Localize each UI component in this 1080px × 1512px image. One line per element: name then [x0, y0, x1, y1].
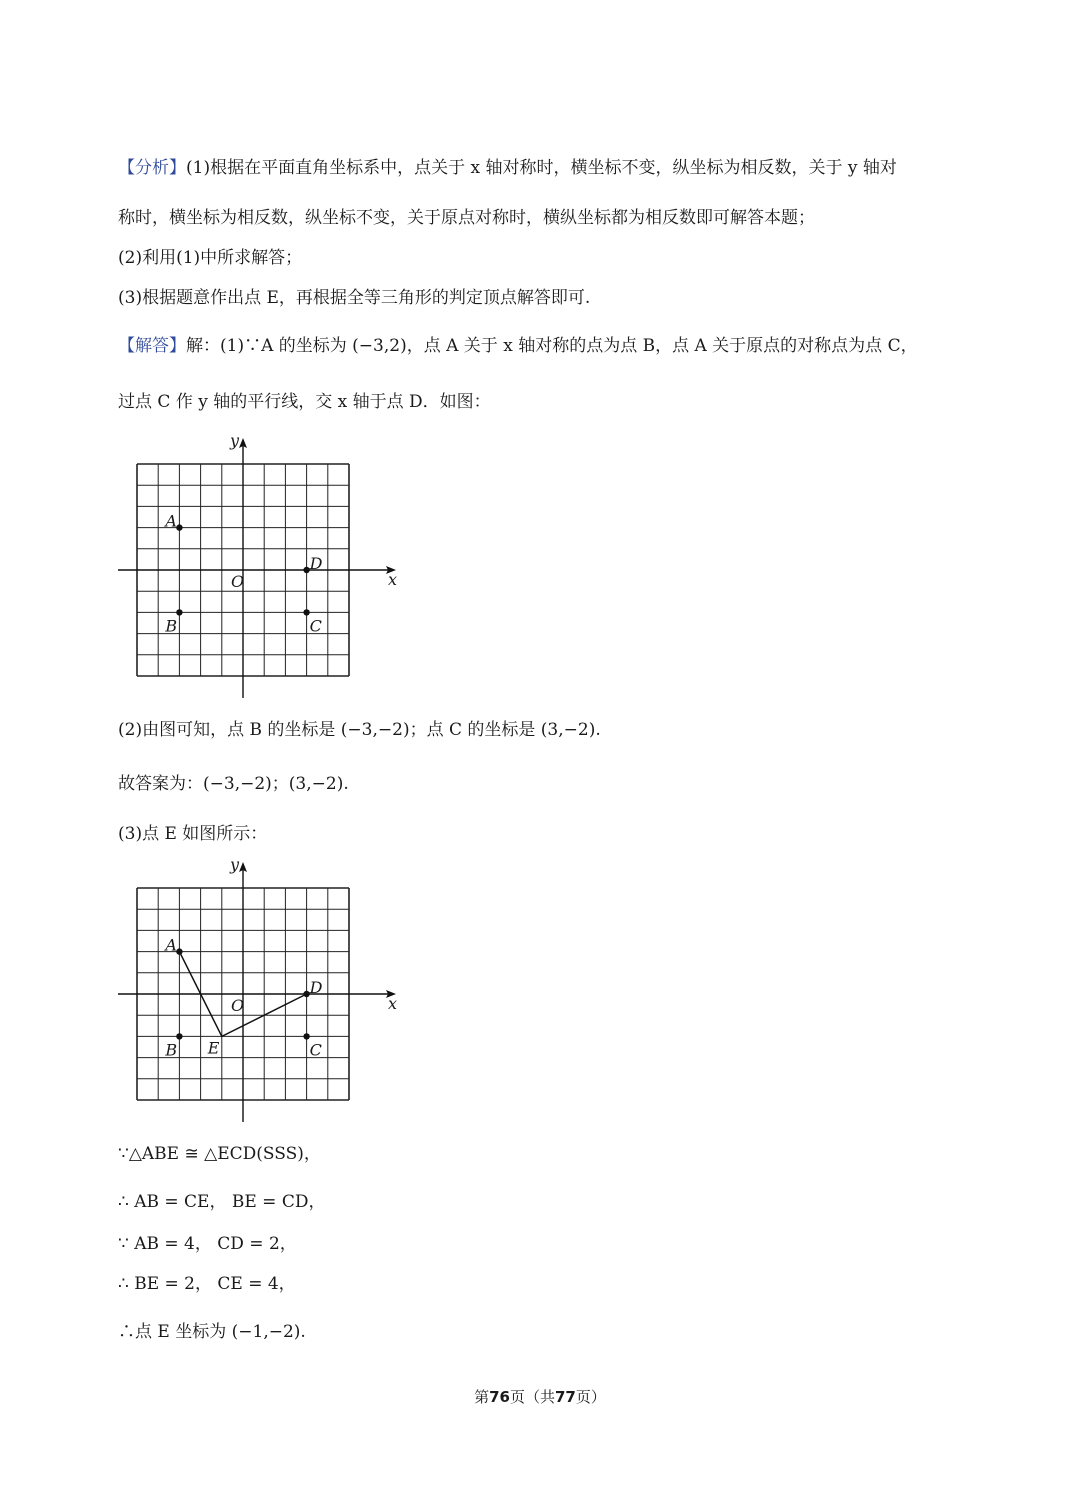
point-A-label: A	[165, 935, 177, 955]
analysis-text-1: (1)根据在平面直角坐标系中，点关于 x 轴对称时，横坐标不变，纵坐标为相反数，关于 y 轴对	[186, 158, 897, 178]
solution-line-1	[118, 334, 918, 358]
analysis-part-2: (2)利用(1)中所求解答；	[118, 248, 303, 268]
y-axis-label: y	[230, 855, 240, 874]
proof-line-2: ∴ AB = CE， BE = CD，	[118, 1192, 326, 1212]
point-C-label: C	[309, 1040, 322, 1060]
point-B	[176, 1033, 182, 1039]
point-C-label: C	[309, 616, 322, 636]
point-D-label: D	[309, 978, 323, 997]
coordinate-graph-2	[116, 854, 406, 1124]
coordinate-graph-1	[116, 430, 406, 700]
analysis-line-1	[118, 156, 897, 180]
solution-part-2: (2)由图可知，点 B 的坐标是 (−3,−2)；点 C 的坐标是 (3,−2).	[118, 720, 601, 740]
origin-label: O	[231, 572, 245, 591]
point-B-label: B	[165, 1040, 178, 1060]
origin-label: O	[231, 996, 245, 1015]
answer-line: 故答案为：(−3,−2)；(3,−2).	[118, 774, 349, 794]
point-E-label: E	[207, 1038, 220, 1058]
proof-line-4: ∴ BE = 2， CE = 4，	[118, 1274, 296, 1294]
point-D-label: D	[309, 554, 323, 573]
point-B	[176, 609, 182, 615]
solution-line-2: 过点 C 作 y 轴的平行线，交 x 轴于点 D．如图：	[118, 392, 491, 412]
x-axis-label: x	[388, 570, 398, 589]
point-C	[303, 1033, 309, 1039]
proof-line-1: ∵△ABE ≅ △ECD(SSS)，	[118, 1144, 321, 1164]
page-footer	[0, 1386, 1080, 1408]
proof-line-3: ∵ AB = 4， CD = 2，	[118, 1234, 297, 1254]
footer-mid: 页（共	[509, 1388, 555, 1406]
point-A	[176, 524, 182, 530]
analysis-part-3: (3)根据题意作出点 E，再根据全等三角形的判定顶点解答即可.	[118, 288, 591, 308]
point-B-label: B	[165, 616, 178, 636]
x-axis-label: x	[388, 994, 398, 1013]
analysis-line-2: 称时，横坐标为相反数，纵坐标不变，关于原点对称时，横纵坐标都为相反数即可解答本题；	[118, 208, 815, 228]
footer-prefix: 第	[474, 1388, 490, 1406]
solution-tag: 【解答】	[118, 336, 186, 356]
proof-line-5: ∴点 E 坐标为 (−1,−2).	[118, 1322, 306, 1342]
graph-2-svg	[116, 854, 406, 1124]
solution-text-1: 解：(1)∵A 的坐标为 (−3,2)，点 A 关于 x 轴对称的点为点 B，点 A 关于原点的对称点为点 C，	[186, 336, 918, 356]
footer-total-pages: 77	[555, 1388, 576, 1406]
footer-suffix: 页）	[575, 1388, 606, 1406]
point-A-label: A	[165, 511, 177, 531]
point-A	[176, 948, 182, 954]
point-C	[303, 609, 309, 615]
graph-1-svg	[116, 430, 406, 700]
analysis-tag: 【分析】	[118, 158, 186, 178]
footer-page-number: 76	[489, 1388, 510, 1406]
y-axis-label: y	[230, 431, 240, 450]
solution-part-3: (3)点 E 如图所示：	[118, 824, 268, 844]
